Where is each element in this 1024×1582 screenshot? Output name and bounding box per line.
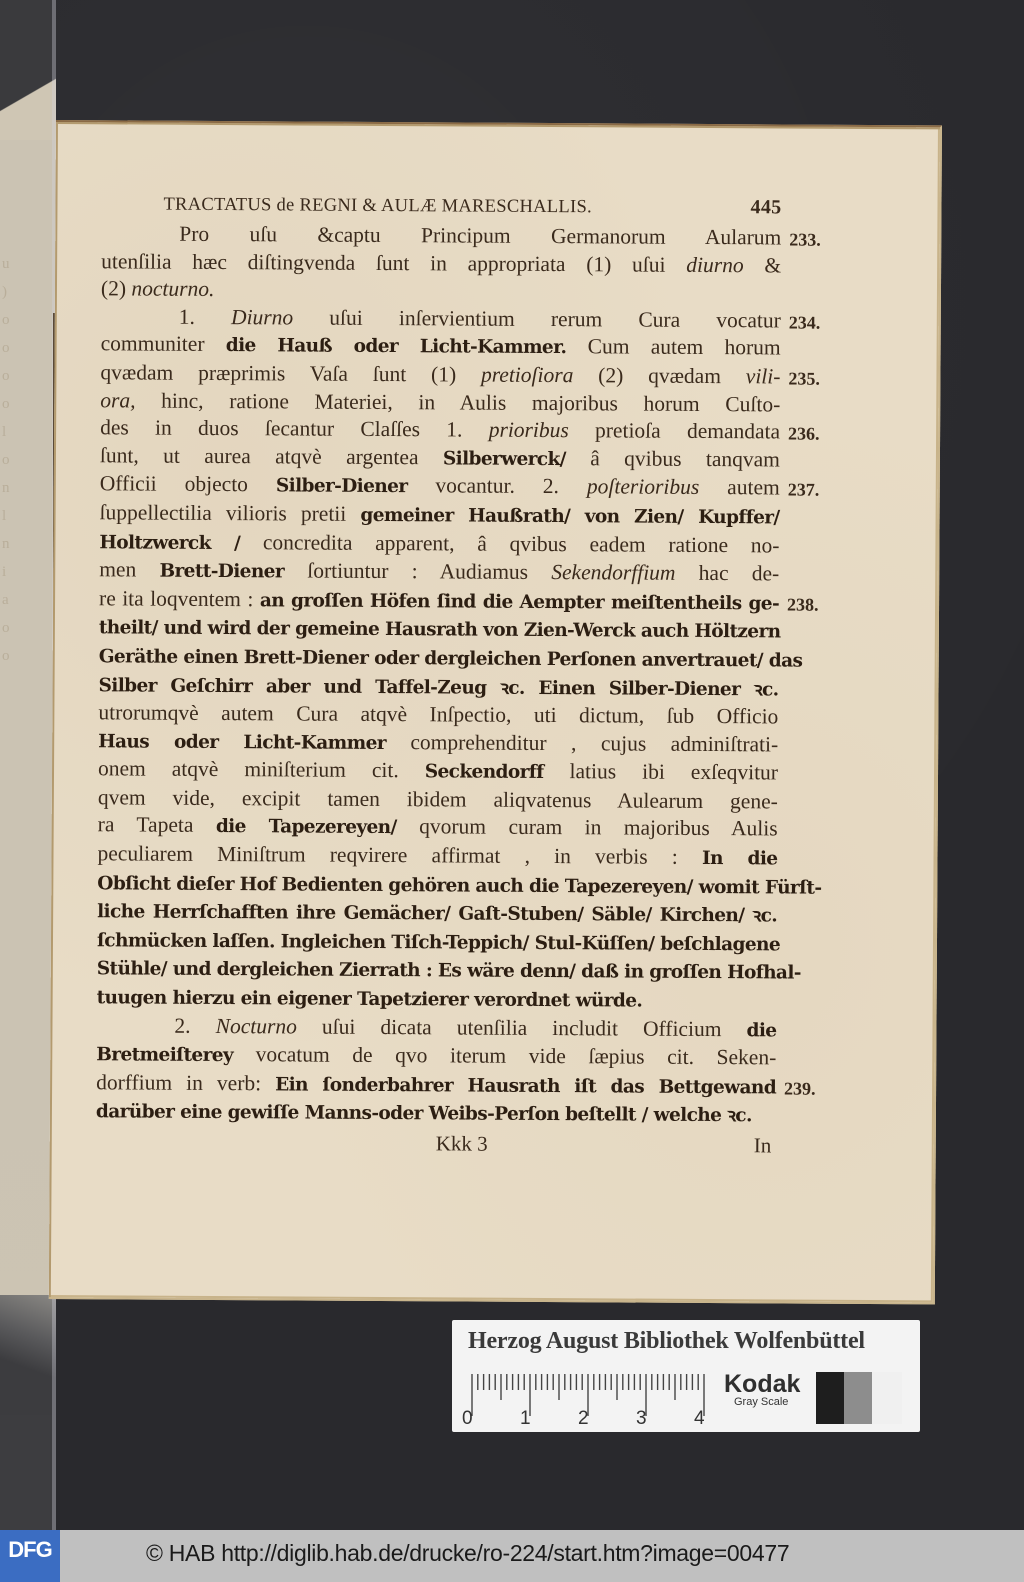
- german-blackletter-text: Obſicht dieſer Hof Bedienten gehören auch die Tapezereyen/ womit Fürſt-: [97, 872, 822, 899]
- text-line: [96, 926, 781, 959]
- text-line: [101, 248, 781, 280]
- german-blackletter-text: Haus oder Licht-Kammer: [98, 730, 386, 754]
- latin-text: latius ibi exſeqvitur: [543, 759, 779, 785]
- latin-text: communiter: [100, 331, 226, 357]
- latin-text: 1.: [178, 304, 232, 329]
- latin-text: autem: [699, 475, 780, 500]
- german-blackletter-text: Silber Geſchirr aber und Taffel-Zeug ꝛc. Einen Silber-Diener ꝛc.: [98, 674, 779, 700]
- text-line: [96, 1069, 816, 1102]
- latin-text: ſunt, ut aurea atqvè argentea: [99, 443, 444, 470]
- german-blackletter-text: Silber-Diener: [275, 475, 408, 498]
- library-name: Herzog August Bibliothek Wolfenbüttel: [468, 1328, 865, 1354]
- running-head-title: TRACTATUS de REGNI & AULÆ MARESCHALLIS.: [163, 194, 593, 218]
- ruler-label: 1: [520, 1408, 531, 1429]
- text-line: [101, 220, 821, 252]
- gray-swatch: [844, 1372, 872, 1424]
- latin-text: qvem vide, excipit tamen ibidem aliqvatenus Aulearum gene-: [97, 785, 778, 814]
- latin-text: hinc, ratione Materiei, in Aulis majoribus horum Cuſto-: [135, 388, 781, 416]
- page-footer: [96, 1126, 776, 1160]
- german-blackletter-text: tuugen hierzu ein eigener Tapetzierer verordnet würde.: [96, 987, 643, 1012]
- latin-text: concredita apparent, â qvibus eadem ratione no-: [240, 529, 780, 557]
- text-line: [96, 955, 801, 988]
- latin-text: 2.: [174, 1013, 216, 1038]
- italic-text: Nocturno: [215, 1013, 297, 1039]
- text-line: [99, 528, 779, 561]
- german-blackletter-text: die Tapezereyen/: [215, 816, 397, 839]
- text-line: [101, 331, 781, 364]
- latin-text: utenſilia hæc diſtingvenda ſunt in appropriata (1) uſui: [101, 248, 687, 277]
- latin-text: qvorum curam in majoribus Aulis: [396, 814, 778, 841]
- text-line: [100, 387, 780, 419]
- ruler-label: 3: [636, 1408, 647, 1429]
- latin-text: uſui inſervientium rerum Cura vocatur: [293, 305, 781, 333]
- latin-text: utrorumqvè autem Cura atqvè Inſpectio, uti dictum, ſub Officio: [98, 700, 779, 729]
- ruler-label: 2: [578, 1408, 589, 1429]
- latin-text: vocatum de qvo iterum vide ſæpius cit. Seken-: [233, 1042, 777, 1070]
- german-blackletter-text: ſchmücken laſſen. Ingleichen Tiſch-Teppich/ Stul-Küſſen/ beſchlagene: [96, 930, 781, 956]
- latin-text: â qvibus tanqvam: [565, 445, 781, 472]
- text-line: [98, 699, 778, 731]
- margin-paragraph-number: 236.: [788, 423, 820, 444]
- italic-text: pretioſiora: [480, 362, 574, 388]
- german-blackletter-text: die Hauß oder Licht-Kammer.: [225, 335, 567, 359]
- page-text-block: [95, 192, 822, 1160]
- ruler-label: 4: [694, 1408, 705, 1429]
- italic-text: prioribus: [488, 417, 569, 443]
- text-line: [96, 1098, 776, 1131]
- german-blackletter-text: darüber eine gewiſſe Manns-oder Weibs-Perſon beſtellt / welche ꝛc.: [95, 1101, 752, 1127]
- german-blackletter-text: gemeiner Haußrath/ von Zien/ Kupffer/: [360, 504, 780, 529]
- latin-text: Officii objecto: [99, 471, 277, 497]
- latin-text: dorffium in verb:: [96, 1070, 276, 1096]
- german-blackletter-text: Geräthe einen Brett-Diener oder dergleichen Perſonen anvertrauet/ das: [98, 646, 803, 672]
- facing-page-bottom: [0, 1295, 56, 1415]
- margin-paragraph-number: 239.: [784, 1078, 816, 1099]
- gray-scale-swatches: [816, 1372, 902, 1424]
- latin-text: vocantur. 2.: [407, 473, 588, 499]
- italic-text: Sekendorffium: [551, 560, 676, 585]
- copyright-link[interactable]: © HAB http://diglib.hab.de/drucke/ro-224/start.htm?image=00477: [146, 1540, 790, 1566]
- italic-text: Diurno: [231, 304, 294, 330]
- text-line: [100, 359, 820, 391]
- text-line: [101, 275, 781, 307]
- margin-paragraph-number: 233.: [789, 229, 821, 250]
- german-blackletter-text: Brett-Diener: [159, 560, 285, 583]
- german-blackletter-text: Stühle/ und dergleichen Zierrath : Es wäre denn/ daß in groſſen Hofhal-: [96, 958, 801, 985]
- facing-page-fold: [0, 60, 56, 140]
- latin-text: uſui dicata utenſilia includit Officium: [296, 1014, 747, 1041]
- margin-paragraph-number: 238.: [786, 594, 819, 615]
- margin-paragraph-number: 235.: [788, 368, 820, 389]
- german-blackletter-text: Silberwerck/: [442, 448, 566, 470]
- latin-text: pretioſa demandata: [568, 418, 781, 444]
- text-line: [98, 642, 803, 675]
- latin-text: &: [743, 252, 782, 278]
- german-blackletter-text: Holtzwerck /: [99, 531, 241, 554]
- italic-text: poſterioribus: [586, 474, 700, 500]
- text-line: [99, 556, 779, 589]
- latin-text: peculiarem Miniſtrum reqvirere affirmat , in verbis :: [97, 841, 703, 870]
- running-head: [101, 192, 781, 224]
- text-line: [97, 840, 777, 873]
- kodak-subtitle: Gray Scale: [734, 1396, 789, 1408]
- text-line: [97, 869, 822, 902]
- german-blackletter-text: Ein ſonderbahrer Hausrath iſt das Bettgewand: [275, 1074, 777, 1099]
- text-line: [100, 442, 780, 475]
- latin-text: (2) qvædam: [573, 363, 746, 389]
- text-line: [99, 585, 819, 618]
- dfg-logo: DFG: [0, 1530, 60, 1582]
- italic-text: ora,: [100, 387, 136, 413]
- latin-text: des in duos ſecantur Claſſes 1.: [100, 415, 489, 442]
- facing-page-letters: u ) o o o o l o n l n i a o o: [2, 256, 10, 664]
- latin-text: ra Tapeta: [97, 812, 216, 838]
- latin-text: ſortiuntur : Audiamus: [283, 558, 552, 585]
- body-lines: [95, 220, 822, 1130]
- text-line: [100, 499, 780, 532]
- text-line: [98, 727, 778, 760]
- text-line: [97, 983, 777, 1016]
- latin-text: comprehenditur , cujus adminiſtrati-: [385, 729, 779, 757]
- text-line: [98, 756, 778, 789]
- latin-text: ſuppellectilia vilioris pretii: [99, 500, 361, 526]
- latin-text: onem atqvè miniſterium cit.: [97, 756, 425, 783]
- text-line: [98, 812, 778, 845]
- latin-text: Pro uſu &captu Principum Germanorum Aularum: [179, 221, 782, 250]
- catchword: In: [753, 1133, 772, 1158]
- text-line: [96, 1040, 776, 1073]
- text-line: [100, 414, 820, 446]
- text-line: [101, 303, 821, 335]
- margin-paragraph-number: 237.: [787, 479, 820, 501]
- text-line: [98, 784, 778, 816]
- gray-swatch: [816, 1372, 844, 1424]
- german-blackletter-text: an groſſen Höfen ſind die Aempter meiſtentheils ge-: [259, 589, 780, 615]
- german-blackletter-text: Seckendorff: [424, 761, 544, 784]
- latin-text: re ita loqventem :: [99, 585, 260, 611]
- latin-text: (2): [100, 276, 132, 301]
- german-blackletter-text: Bretmeiſterey: [96, 1044, 234, 1067]
- text-line: [99, 471, 820, 504]
- latin-text: men: [99, 557, 160, 582]
- text-line: [96, 1012, 776, 1045]
- italic-text: diurno: [686, 252, 744, 277]
- kodak-logo: Kodak: [724, 1370, 801, 1398]
- italic-text: nocturno.: [131, 276, 215, 302]
- german-blackletter-text: theilt/ und wird der gemeine Hausrath von Zien-Werck auch Höltzern: [98, 617, 781, 643]
- book-page: [49, 120, 942, 1304]
- ruler-labels: [462, 1408, 722, 1432]
- latin-text: qvædam præprimis Vaſa ſunt (1): [100, 360, 482, 387]
- text-line: [98, 671, 778, 704]
- margin-paragraph-number: 234.: [788, 312, 821, 333]
- text-line: [97, 898, 777, 931]
- text-line: [99, 614, 779, 647]
- italic-text: vili-: [745, 364, 781, 389]
- gray-swatch: [872, 1372, 902, 1424]
- latin-text: Cum autem horum: [566, 334, 781, 360]
- page-number: 445: [750, 196, 782, 219]
- signature-mark: Kkk 3: [435, 1131, 488, 1156]
- german-blackletter-text: In die: [701, 848, 778, 870]
- german-blackletter-text: liche Herrſchafften ihre Gemächer/ Gaſt-Stuben/ Säble/ Kirchen/ ꝛc.: [97, 901, 778, 927]
- latin-text: hac de-: [675, 560, 780, 586]
- ruler-label: 0: [462, 1408, 473, 1429]
- german-blackletter-text: die: [746, 1019, 777, 1042]
- color-scale-card: [452, 1320, 920, 1432]
